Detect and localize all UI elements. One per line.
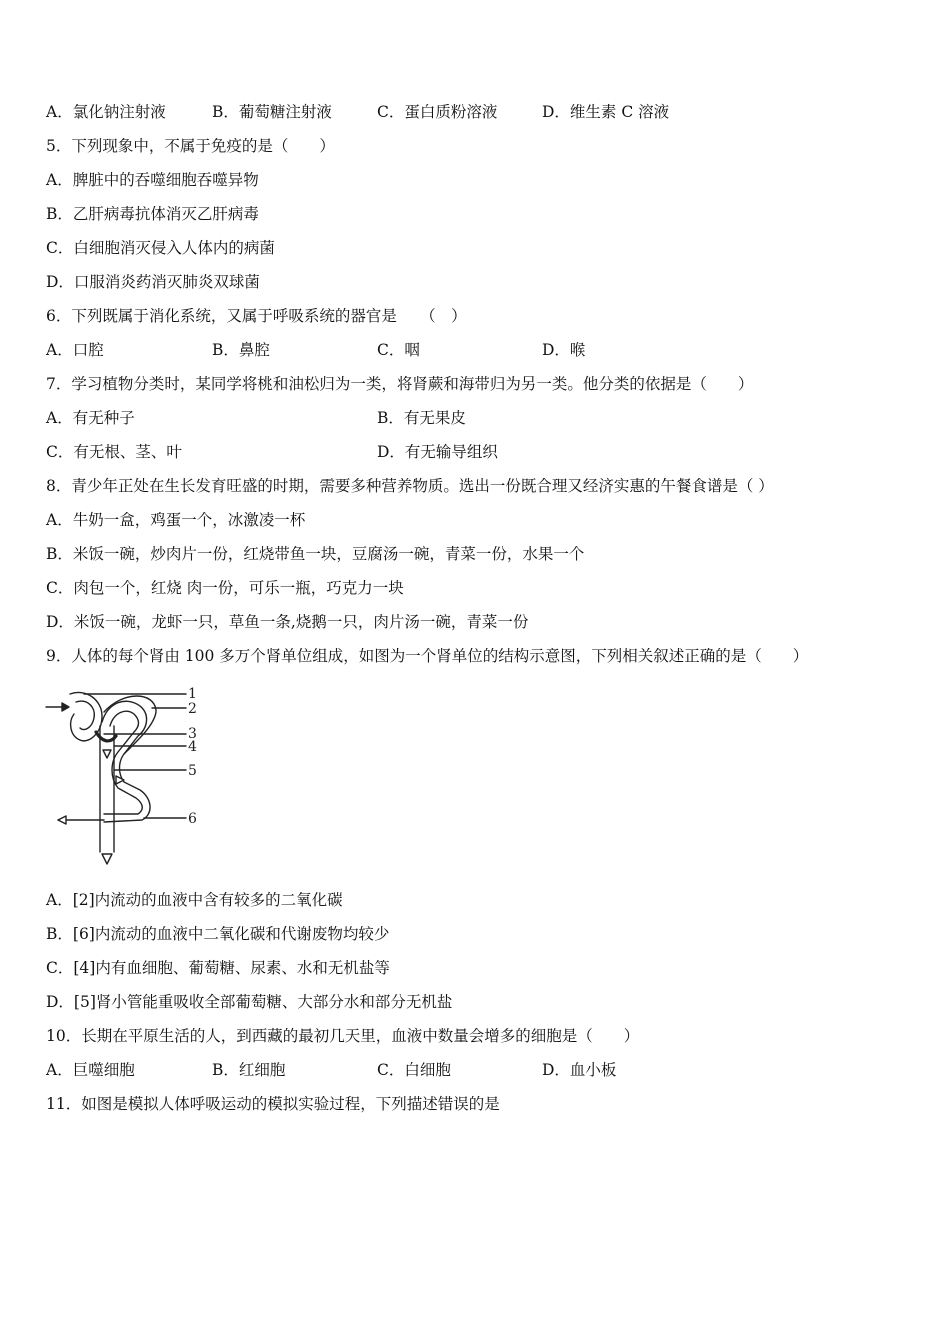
nephron-diagram (44, 682, 204, 868)
q7-option-b: B．有无果皮 (377, 409, 466, 427)
afferent-arrow-icon (62, 703, 69, 711)
q9-option-d: D．[5]肾小管能重吸收全部葡萄糖、大部分水和部分无机盐 (46, 993, 453, 1011)
q5-option-a: A．脾脏中的吞噬细胞吞噬异物 (46, 171, 259, 189)
q7-option-a: A．有无种子 (46, 409, 135, 427)
q4-option-c: C．蛋白质粉溶液 (377, 103, 498, 121)
q10-option-a: A．巨噬细胞 (46, 1061, 135, 1079)
q8-option-b: B．米饭一碗，炒肉片一份，红烧带鱼一块，豆腐汤一碗，青菜一份，水果一个 (46, 545, 585, 563)
q8-option-a: A．牛奶一盒，鸡蛋一个，冰激凌一杯 (46, 511, 306, 529)
q10-stem: 10．长期在平原生活的人，到西藏的最初几天里，血液中数量会增多的细胞是（ ） (46, 1027, 640, 1045)
q7-option-d: D．有无输导组织 (377, 443, 498, 461)
q7-option-c: C．有无根、茎、叶 (46, 443, 182, 461)
q7-options-row-1 (46, 408, 950, 428)
tubule-arrow-right-icon (116, 776, 124, 784)
q6-option-b: B．鼻腔 (212, 341, 270, 359)
q10-option-c: C．白细胞 (377, 1061, 451, 1079)
q6-option-d: D．喉 (542, 341, 586, 359)
q5-option-b: B．乙肝病毒抗体消灭乙肝病毒 (46, 205, 259, 223)
urine-outlet-arrow-icon (102, 854, 112, 864)
renal-tubule-loop (102, 701, 150, 822)
q5-option-d: D．口服消炎药消灭肺炎双球菌 (46, 273, 260, 291)
q7-stem: 7．学习植物分类时，某同学将桃和油松归为一类，将肾蕨和海带归为另一类。他分类的依据是（ ） (46, 375, 754, 393)
label-4: 4 (188, 739, 197, 755)
label-1: 1 (188, 686, 197, 702)
q5-stem: 5．下列现象中，不属于免疫的是（ ） (46, 137, 335, 155)
q6-option-a: A．口腔 (46, 341, 104, 359)
label-2: 2 (188, 701, 197, 717)
q5-option-c: C．白细胞消灭侵入人体内的病菌 (46, 239, 275, 257)
tubule-arrow-down-icon (103, 750, 111, 758)
q9-option-a: A．[2]内流动的血液中含有较多的二氧化碳 (46, 891, 343, 909)
capsule-inner-wall (76, 701, 94, 729)
renal-tubule-loop-inner (104, 711, 142, 814)
label-6: 6 (188, 811, 197, 827)
q11-stem: 11．如图是模拟人体呼吸运动的模拟实验过程，下列描述错误的是 (46, 1095, 500, 1113)
efferent-arrow-icon (58, 816, 66, 824)
q4-options-row (46, 102, 950, 122)
q6-options-row (46, 340, 950, 360)
q10-option-d: D．血小板 (542, 1061, 617, 1079)
q10-option-b: B．红细胞 (212, 1061, 286, 1079)
q8-option-c: C．肉包一个，红烧 肉一份，可乐一瓶，巧克力一块 (46, 579, 404, 597)
q8-stem: 8．青少年正处在生长发育旺盛的时期，需要多种营养物质。选出一份既合理又经济实惠的午餐食谱是（ ） (46, 477, 774, 495)
q9-option-b: B．[6]内流动的血液中二氧化碳和代谢废物均较少 (46, 925, 390, 943)
q4-option-b: B．葡萄糖注射液 (212, 103, 332, 121)
label-5: 5 (188, 763, 197, 779)
q6-stem: 6．下列既属于消化系统，又属于呼吸系统的器官是 （ ） (46, 307, 467, 325)
q7-options-row-2 (46, 442, 950, 462)
label-3: 3 (188, 726, 197, 742)
q8-option-d: D．米饭一碗，龙虾一只，草鱼一条,烧鹅一只，肉片汤一碗，青菜一份 (46, 613, 529, 631)
q10-options-row (46, 1060, 950, 1080)
q4-option-d: D．维生素 C 溶液 (542, 103, 670, 121)
q9-stem: 9．人体的每个肾由 100 多万个肾单位组成，如图为一个肾单位的结构示意图，下列相关叙述正确的是（ ） (46, 647, 809, 665)
q9-option-c: C．[4]内有血细胞、葡萄糖、尿素、水和无机盐等 (46, 959, 390, 977)
q6-option-c: C．咽 (377, 341, 420, 359)
q4-option-a: A．氯化钠注射液 (46, 103, 166, 121)
